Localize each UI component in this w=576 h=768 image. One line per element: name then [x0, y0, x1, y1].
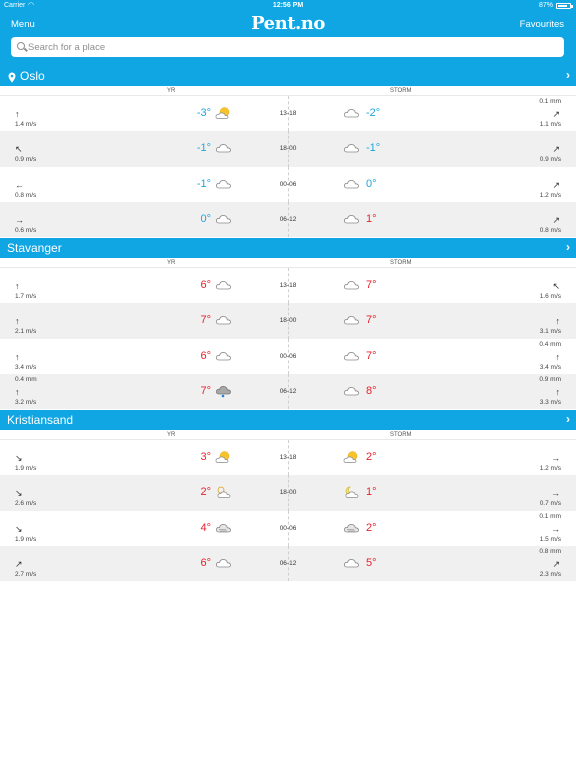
time-period: 00-06	[279, 352, 297, 360]
source-label-yr: YR	[167, 260, 176, 266]
time-period: 13-18	[279, 282, 297, 289]
temperature-left: 7°	[200, 314, 211, 327]
location-name: Stavanger	[7, 241, 62, 255]
wind-direction-right-icon: →	[551, 523, 560, 534]
time-period: 06-12	[279, 559, 297, 567]
temperature-left: 0°	[200, 212, 211, 225]
forecast-row[interactable]	[0, 374, 576, 409]
wind-direction-right-icon: ↖	[552, 281, 560, 291]
source-column-headers	[0, 258, 576, 268]
wind-speed-left: 3.2 m/s	[15, 398, 37, 406]
wind-speed-left: 2.1 m/s	[15, 328, 37, 336]
wind-direction-right-icon: ↗	[552, 179, 560, 190]
source-column-headers	[0, 430, 576, 440]
time-period: 13-18	[279, 110, 297, 117]
wind-direction-left-icon: ↑	[15, 386, 20, 397]
wind-direction-left-icon: →	[15, 214, 24, 225]
rain-cloud-icon	[215, 384, 232, 398]
precipitation-right: 0.8 mm	[539, 547, 561, 555]
location-name: Oslo	[20, 69, 45, 83]
battery-percent: 87%	[538, 2, 553, 9]
wifi-icon: ◠	[28, 2, 35, 9]
forecast-row[interactable]	[0, 475, 576, 510]
wind-direction-left-icon: ↖	[15, 144, 23, 155]
temperature-right: -2°	[366, 107, 381, 119]
search-icon	[17, 42, 25, 50]
location-name: Kristiansand	[7, 413, 74, 427]
temperature-right: 5°	[366, 556, 377, 569]
temperature-right: 0°	[366, 177, 377, 190]
wind-direction-left-icon: ↑	[15, 109, 20, 119]
partly-sunny-icon	[343, 450, 360, 464]
wind-direction-right-icon: →	[551, 488, 560, 499]
cloud-icon	[343, 278, 360, 292]
precipitation-right: 0.4 mm	[539, 340, 561, 348]
partly-cloudy-moon-icon	[343, 485, 360, 499]
time-period: 13-18	[279, 454, 297, 461]
wind-direction-right-icon: →	[551, 453, 560, 463]
wind-direction-right-icon: ↗	[552, 214, 560, 225]
location-header[interactable]	[0, 238, 576, 258]
search-bar[interactable]	[11, 37, 564, 57]
location-section	[0, 410, 576, 581]
temperature-left: 2°	[200, 486, 211, 499]
temperature-left: 6°	[200, 556, 211, 569]
wind-speed-right: 0.7 m/s	[539, 500, 561, 508]
wind-direction-left-icon: ↘	[15, 488, 23, 499]
temperature-right: 1°	[366, 486, 377, 499]
cloud-icon	[343, 141, 360, 155]
wind-speed-right: 1.2 m/s	[539, 465, 561, 472]
wind-speed-right: 3.3 m/s	[539, 398, 561, 406]
wind-direction-left-icon: ←	[15, 179, 24, 190]
app-header	[0, 0, 576, 66]
cloud-icon	[343, 212, 360, 226]
wind-speed-right: 1.6 m/s	[539, 293, 561, 300]
fog-cloud-icon	[215, 521, 232, 535]
temperature-left: -1°	[196, 177, 211, 190]
favourites-button[interactable]: Favourites	[519, 19, 564, 30]
temperature-right: 1°	[366, 212, 377, 225]
wind-speed-left: 1.9 m/s	[15, 465, 37, 472]
wind-direction-right-icon: ↑	[555, 351, 560, 362]
temperature-left: -3°	[196, 107, 211, 119]
wind-speed-right: 3.1 m/s	[539, 328, 561, 336]
wind-speed-right: 1.5 m/s	[539, 535, 561, 543]
temperature-right: 2°	[366, 521, 377, 534]
wind-speed-left: 2.6 m/s	[15, 500, 37, 508]
location-pin-icon	[8, 70, 16, 81]
temperature-right: 8°	[366, 384, 377, 397]
temperature-left: 3°	[200, 451, 211, 463]
temperature-left: -1°	[196, 142, 211, 155]
wind-direction-right-icon: ↑	[555, 386, 560, 397]
cloud-icon	[343, 556, 360, 570]
location-header[interactable]	[0, 66, 576, 86]
status-bar	[0, 0, 576, 12]
time-period: 06-12	[279, 387, 297, 395]
source-label-storm: STORM	[390, 88, 412, 94]
forecast-row[interactable]	[0, 202, 576, 237]
wind-speed-right: 2.3 m/s	[539, 570, 561, 578]
chevron-right-icon: ›	[566, 68, 570, 82]
partly-sunny-icon	[215, 106, 232, 120]
cloud-icon	[215, 141, 232, 155]
cloud-icon	[215, 313, 232, 327]
battery-icon	[556, 3, 571, 9]
wind-speed-left: 1.7 m/s	[15, 293, 37, 300]
forecast-row[interactable]	[0, 546, 576, 581]
wind-direction-left-icon: ↑	[15, 316, 20, 327]
wind-speed-left: 3.4 m/s	[15, 363, 37, 371]
source-column-headers	[0, 86, 576, 96]
temperature-right: 7°	[366, 349, 377, 362]
forecast-row[interactable]	[0, 96, 576, 131]
menu-button[interactable]: Menu	[11, 19, 35, 30]
temperature-right: 2°	[366, 451, 377, 463]
precipitation-left: 0.4 mm	[15, 375, 37, 383]
wind-speed-right: 1.1 m/s	[539, 121, 561, 128]
cloud-icon	[343, 106, 360, 120]
wind-speed-right: 1.2 m/s	[539, 191, 561, 199]
location-header[interactable]	[0, 410, 576, 430]
wind-direction-right-icon: ↑	[555, 316, 560, 327]
chevron-right-icon: ›	[566, 240, 570, 254]
forecast-row[interactable]	[0, 511, 576, 546]
source-label-storm: STORM	[390, 260, 412, 266]
carrier-label: Carrier	[4, 2, 26, 9]
time-period: 06-12	[279, 215, 297, 223]
time-period: 18-00	[279, 489, 297, 497]
precipitation-right: 0.1 mm	[539, 512, 561, 520]
location-section	[0, 238, 576, 409]
cloud-icon	[343, 313, 360, 327]
precipitation-right: 0.9 mm	[539, 375, 561, 383]
wind-direction-left-icon: ↘	[15, 523, 23, 534]
temperature-left: 4°	[200, 521, 211, 534]
battery-tip	[571, 5, 573, 8]
partly-cloudy-sun-icon	[215, 485, 232, 499]
status-time: 12:56 PM	[272, 2, 304, 9]
cloud-icon	[343, 384, 360, 398]
wind-speed-left: 0.6 m/s	[15, 226, 37, 234]
wind-direction-right-icon: ↗	[552, 109, 560, 119]
cloud-icon	[343, 349, 360, 363]
forecast-row[interactable]	[0, 303, 576, 338]
wind-speed-left: 1.4 m/s	[15, 121, 37, 128]
source-label-yr: YR	[167, 88, 176, 94]
wind-speed-left: 2.7 m/s	[15, 570, 37, 578]
wind-direction-right-icon: ↗	[552, 558, 560, 569]
cloud-icon	[215, 349, 232, 363]
wind-direction-left-icon: ↘	[15, 453, 23, 463]
temperature-left: 6°	[200, 349, 211, 362]
precipitation-right: 0.1 mm	[539, 98, 561, 105]
cloud-icon	[343, 177, 360, 191]
forecast-row[interactable]	[0, 440, 576, 475]
temperature-left: 6°	[200, 279, 211, 291]
wind-speed-left: 1.9 m/s	[15, 535, 37, 543]
forecast-row[interactable]	[0, 167, 576, 202]
time-period: 18-00	[279, 145, 297, 153]
cloud-icon	[215, 177, 232, 191]
forecast-row[interactable]	[0, 339, 576, 374]
temperature-right: 7°	[366, 279, 377, 291]
time-period: 00-06	[279, 180, 297, 188]
source-label-storm: STORM	[390, 432, 412, 438]
fog-cloud-icon	[343, 521, 360, 535]
chevron-right-icon: ›	[566, 412, 570, 426]
cloud-icon	[215, 212, 232, 226]
wind-direction-left-icon: ↗	[15, 558, 23, 569]
wind-speed-left: 0.8 m/s	[15, 191, 37, 199]
search-input[interactable]	[28, 38, 548, 56]
wind-direction-right-icon: ↗	[552, 144, 560, 155]
wind-direction-left-icon: ↑	[15, 351, 20, 362]
temperature-left: 7°	[200, 384, 211, 397]
temperature-right: -1°	[366, 142, 381, 155]
location-section	[0, 66, 576, 237]
forecast-row[interactable]	[0, 268, 576, 303]
wind-speed-left: 0.9 m/s	[15, 156, 37, 164]
temperature-right: 7°	[366, 314, 377, 327]
partly-sunny-icon	[215, 450, 232, 464]
wind-speed-right: 0.8 m/s	[539, 226, 561, 234]
time-period: 18-00	[279, 317, 297, 325]
cloud-icon	[215, 278, 232, 292]
app-logo: Pent.no	[251, 13, 325, 34]
source-label-yr: YR	[167, 432, 176, 438]
wind-speed-right: 3.4 m/s	[539, 363, 561, 371]
forecast-row[interactable]	[0, 131, 576, 166]
time-period: 00-06	[279, 524, 297, 532]
cloud-icon	[215, 556, 232, 570]
wind-direction-left-icon: ↑	[15, 281, 20, 291]
wind-speed-right: 0.9 m/s	[539, 156, 561, 164]
